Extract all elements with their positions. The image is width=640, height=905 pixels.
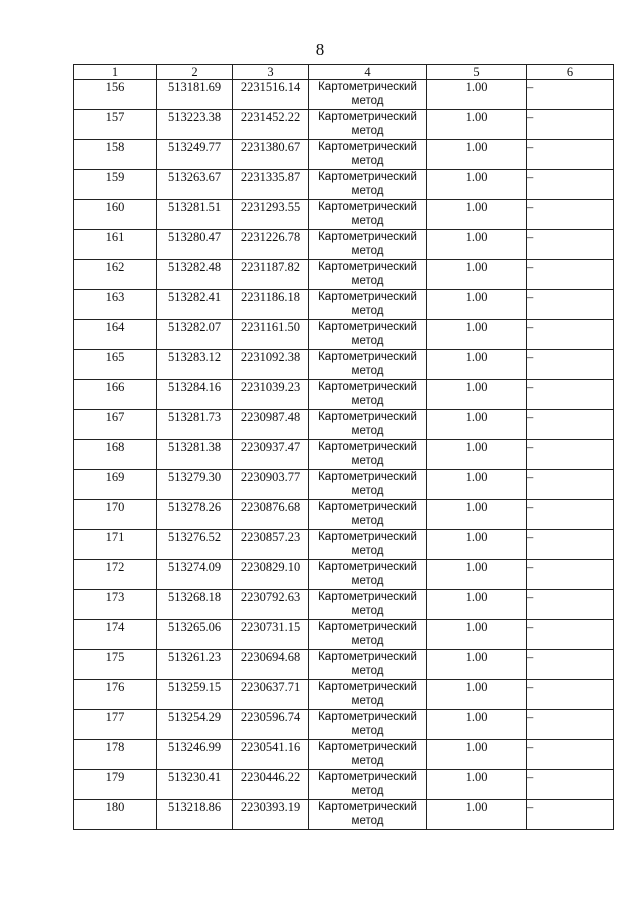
column-header-3: 3 <box>233 65 309 80</box>
table-row <box>74 200 614 230</box>
method-cell <box>309 560 427 590</box>
x-coordinate-cell: 513280.47 <box>157 230 233 260</box>
accuracy-cell: 1.00 <box>427 650 527 680</box>
accuracy-cell: 1.00 <box>427 110 527 140</box>
y-coordinate-cell: 2230446.22 <box>233 770 309 800</box>
point-number-cell: 165 <box>74 350 157 380</box>
note-cell: – <box>527 80 614 110</box>
accuracy-cell: 1.00 <box>427 590 527 620</box>
y-coordinate-cell: 2230541.16 <box>233 740 309 770</box>
method-label-line-2: метод <box>351 395 384 407</box>
accuracy-cell: 1.00 <box>427 290 527 320</box>
method-cell <box>309 80 427 110</box>
accuracy-cell: 1.00 <box>427 470 527 500</box>
method-cell <box>309 770 427 800</box>
accuracy-cell: 1.00 <box>427 740 527 770</box>
y-coordinate-cell: 2231186.18 <box>233 290 309 320</box>
x-coordinate-cell: 513281.38 <box>157 440 233 470</box>
method-label-line-1: Картометрический <box>318 411 417 423</box>
x-coordinate-cell: 513268.18 <box>157 590 233 620</box>
method-label-line-1: Картометрический <box>318 591 417 603</box>
point-number-cell: 159 <box>74 170 157 200</box>
accuracy-cell: 1.00 <box>427 710 527 740</box>
method-cell <box>309 410 427 440</box>
column-header-4: 4 <box>309 65 427 80</box>
x-coordinate-cell: 513230.41 <box>157 770 233 800</box>
method-label-line-1: Картометрический <box>318 381 417 393</box>
method-cell <box>309 650 427 680</box>
point-number-cell: 163 <box>74 290 157 320</box>
method-label-line-1: Картометрический <box>318 651 417 663</box>
accuracy-cell: 1.00 <box>427 380 527 410</box>
method-label-line-1: Картометрический <box>318 681 417 693</box>
method-label-line-2: метод <box>351 155 384 167</box>
method-label-line-2: метод <box>351 335 384 347</box>
method-label-line-2: метод <box>351 125 384 137</box>
method-label-line-1: Картометрический <box>318 801 417 813</box>
table-row <box>74 320 614 350</box>
note-cell: – <box>527 650 614 680</box>
point-number-cell: 170 <box>74 500 157 530</box>
x-coordinate-cell: 513274.09 <box>157 560 233 590</box>
note-cell: – <box>527 620 614 650</box>
table-row <box>74 710 614 740</box>
point-number-cell: 175 <box>74 650 157 680</box>
method-label-line-2: метод <box>351 95 384 107</box>
method-label-line-2: метод <box>351 215 384 227</box>
x-coordinate-cell: 513283.12 <box>157 350 233 380</box>
point-number-cell: 174 <box>74 620 157 650</box>
method-label-line-1: Картометрический <box>318 501 417 513</box>
point-number-cell: 166 <box>74 380 157 410</box>
note-cell: – <box>527 140 614 170</box>
table-row <box>74 140 614 170</box>
x-coordinate-cell: 513223.38 <box>157 110 233 140</box>
method-label-line-2: метод <box>351 725 384 737</box>
note-cell: – <box>527 200 614 230</box>
method-label-line-1: Картометрический <box>318 81 417 93</box>
method-label-line-2: метод <box>351 455 384 467</box>
table-row <box>74 530 614 560</box>
table-row <box>74 560 614 590</box>
table-row <box>74 650 614 680</box>
table-row <box>74 440 614 470</box>
y-coordinate-cell: 2230694.68 <box>233 650 309 680</box>
method-label-line-1: Картометрический <box>318 231 417 243</box>
note-cell: – <box>527 170 614 200</box>
table-row <box>74 500 614 530</box>
method-cell <box>309 440 427 470</box>
table-row <box>74 740 614 770</box>
note-cell: – <box>527 380 614 410</box>
note-cell: – <box>527 230 614 260</box>
note-cell: – <box>527 110 614 140</box>
column-header-5: 5 <box>427 65 527 80</box>
method-label-line-1: Картометрический <box>318 711 417 723</box>
accuracy-cell: 1.00 <box>427 560 527 590</box>
point-number-cell: 176 <box>74 680 157 710</box>
accuracy-cell: 1.00 <box>427 260 527 290</box>
table-row <box>74 290 614 320</box>
method-label-line-1: Картометрический <box>318 741 417 753</box>
x-coordinate-cell: 513263.67 <box>157 170 233 200</box>
accuracy-cell: 1.00 <box>427 320 527 350</box>
table-row <box>74 350 614 380</box>
method-label-line-2: метод <box>351 635 384 647</box>
point-number-cell: 162 <box>74 260 157 290</box>
x-coordinate-cell: 513281.51 <box>157 200 233 230</box>
table-row <box>74 380 614 410</box>
method-cell <box>309 740 427 770</box>
point-number-cell: 171 <box>74 530 157 560</box>
point-number-cell: 161 <box>74 230 157 260</box>
table-row <box>74 620 614 650</box>
point-number-cell: 179 <box>74 770 157 800</box>
point-number-cell: 157 <box>74 110 157 140</box>
accuracy-cell: 1.00 <box>427 350 527 380</box>
point-number-cell: 180 <box>74 800 157 830</box>
method-label-line-2: метод <box>351 305 384 317</box>
method-cell <box>309 500 427 530</box>
method-label-line-1: Картометрический <box>318 471 417 483</box>
table-row <box>74 590 614 620</box>
note-cell: – <box>527 290 614 320</box>
x-coordinate-cell: 513181.69 <box>157 80 233 110</box>
method-label-line-2: метод <box>351 245 384 257</box>
y-coordinate-cell: 2230876.68 <box>233 500 309 530</box>
accuracy-cell: 1.00 <box>427 410 527 440</box>
method-label-line-1: Картометрический <box>318 441 417 453</box>
y-coordinate-cell: 2230903.77 <box>233 470 309 500</box>
table-row <box>74 80 614 110</box>
method-cell <box>309 230 427 260</box>
method-label-line-2: метод <box>351 545 384 557</box>
x-coordinate-cell: 513259.15 <box>157 680 233 710</box>
note-cell: – <box>527 680 614 710</box>
note-cell: – <box>527 590 614 620</box>
method-label-line-2: метод <box>351 185 384 197</box>
x-coordinate-cell: 513276.52 <box>157 530 233 560</box>
x-coordinate-cell: 513282.07 <box>157 320 233 350</box>
method-label-line-1: Картометрический <box>318 771 417 783</box>
y-coordinate-cell: 2230829.10 <box>233 560 309 590</box>
accuracy-cell: 1.00 <box>427 680 527 710</box>
accuracy-cell: 1.00 <box>427 80 527 110</box>
method-label-line-2: метод <box>351 785 384 797</box>
method-cell <box>309 290 427 320</box>
method-label-line-2: метод <box>351 485 384 497</box>
note-cell: – <box>527 320 614 350</box>
method-label-line-1: Картометрический <box>318 561 417 573</box>
x-coordinate-cell: 513279.30 <box>157 470 233 500</box>
method-cell <box>309 350 427 380</box>
note-cell: – <box>527 560 614 590</box>
x-coordinate-cell: 513282.41 <box>157 290 233 320</box>
x-coordinate-cell: 513246.99 <box>157 740 233 770</box>
y-coordinate-cell: 2231293.55 <box>233 200 309 230</box>
accuracy-cell: 1.00 <box>427 170 527 200</box>
method-label-line-1: Картометрический <box>318 531 417 543</box>
accuracy-cell: 1.00 <box>427 800 527 830</box>
method-label-line-2: метод <box>351 575 384 587</box>
method-label-line-1: Картометрический <box>318 261 417 273</box>
x-coordinate-cell: 513249.77 <box>157 140 233 170</box>
note-cell: – <box>527 410 614 440</box>
method-label-line-2: метод <box>351 755 384 767</box>
y-coordinate-cell: 2230731.15 <box>233 620 309 650</box>
y-coordinate-cell: 2230596.74 <box>233 710 309 740</box>
y-coordinate-cell: 2231516.14 <box>233 80 309 110</box>
method-cell <box>309 800 427 830</box>
method-cell <box>309 710 427 740</box>
y-coordinate-cell: 2231187.82 <box>233 260 309 290</box>
method-cell <box>309 380 427 410</box>
x-coordinate-cell: 513265.06 <box>157 620 233 650</box>
y-coordinate-cell: 2230987.48 <box>233 410 309 440</box>
y-coordinate-cell: 2230937.47 <box>233 440 309 470</box>
table-row <box>74 110 614 140</box>
method-label-line-2: метод <box>351 695 384 707</box>
y-coordinate-cell: 2231039.23 <box>233 380 309 410</box>
method-cell <box>309 620 427 650</box>
point-number-cell: 160 <box>74 200 157 230</box>
method-cell <box>309 200 427 230</box>
y-coordinate-cell: 2230792.63 <box>233 590 309 620</box>
table-row <box>74 230 614 260</box>
note-cell: – <box>527 260 614 290</box>
method-cell <box>309 680 427 710</box>
table-row <box>74 770 614 800</box>
method-label-line-1: Картометрический <box>318 141 417 153</box>
method-label-line-2: метод <box>351 815 384 827</box>
coordinates-table <box>73 64 614 830</box>
point-number-cell: 177 <box>74 710 157 740</box>
note-cell: – <box>527 770 614 800</box>
point-number-cell: 172 <box>74 560 157 590</box>
x-coordinate-cell: 513261.23 <box>157 650 233 680</box>
note-cell: – <box>527 800 614 830</box>
point-number-cell: 169 <box>74 470 157 500</box>
note-cell: – <box>527 350 614 380</box>
accuracy-cell: 1.00 <box>427 230 527 260</box>
method-label-line-2: метод <box>351 665 384 677</box>
method-cell <box>309 470 427 500</box>
table-row <box>74 260 614 290</box>
x-coordinate-cell: 513254.29 <box>157 710 233 740</box>
table-row <box>74 680 614 710</box>
accuracy-cell: 1.00 <box>427 140 527 170</box>
point-number-cell: 164 <box>74 320 157 350</box>
y-coordinate-cell: 2230637.71 <box>233 680 309 710</box>
y-coordinate-cell: 2231226.78 <box>233 230 309 260</box>
note-cell: – <box>527 440 614 470</box>
table-row <box>74 170 614 200</box>
note-cell: – <box>527 470 614 500</box>
table-row <box>74 410 614 440</box>
method-cell <box>309 170 427 200</box>
y-coordinate-cell: 2230857.23 <box>233 530 309 560</box>
note-cell: – <box>527 530 614 560</box>
y-coordinate-cell: 2231161.50 <box>233 320 309 350</box>
note-cell: – <box>527 710 614 740</box>
page-number: 8 <box>315 40 325 59</box>
method-label-line-2: метод <box>351 515 384 527</box>
method-label-line-1: Картометрический <box>318 171 417 183</box>
method-label-line-1: Картометрический <box>318 351 417 363</box>
column-header-1: 1 <box>74 65 157 80</box>
accuracy-cell: 1.00 <box>427 500 527 530</box>
point-number-cell: 173 <box>74 590 157 620</box>
accuracy-cell: 1.00 <box>427 770 527 800</box>
accuracy-cell: 1.00 <box>427 440 527 470</box>
method-label-line-2: метод <box>351 275 384 287</box>
note-cell: – <box>527 500 614 530</box>
method-cell <box>309 590 427 620</box>
y-coordinate-cell: 2231092.38 <box>233 350 309 380</box>
method-label-line-1: Картометрический <box>318 111 417 123</box>
point-number-cell: 178 <box>74 740 157 770</box>
method-label-line-1: Картометрический <box>318 321 417 333</box>
accuracy-cell: 1.00 <box>427 620 527 650</box>
y-coordinate-cell: 2231335.87 <box>233 170 309 200</box>
method-cell <box>309 530 427 560</box>
method-label-line-2: метод <box>351 425 384 437</box>
method-cell <box>309 140 427 170</box>
x-coordinate-cell: 513282.48 <box>157 260 233 290</box>
point-number-cell: 167 <box>74 410 157 440</box>
y-coordinate-cell: 2231380.67 <box>233 140 309 170</box>
table-row <box>74 800 614 830</box>
method-label-line-1: Картометрический <box>318 201 417 213</box>
column-header-6: 6 <box>527 65 614 80</box>
x-coordinate-cell: 513278.26 <box>157 500 233 530</box>
method-cell <box>309 320 427 350</box>
point-number-cell: 156 <box>74 80 157 110</box>
note-cell: – <box>527 740 614 770</box>
accuracy-cell: 1.00 <box>427 200 527 230</box>
method-label-line-1: Картометрический <box>318 291 417 303</box>
point-number-cell: 168 <box>74 440 157 470</box>
method-cell <box>309 110 427 140</box>
method-label-line-2: метод <box>351 365 384 377</box>
table-row <box>74 470 614 500</box>
x-coordinate-cell: 513284.16 <box>157 380 233 410</box>
x-coordinate-cell: 513281.73 <box>157 410 233 440</box>
method-label-line-2: метод <box>351 605 384 617</box>
x-coordinate-cell: 513218.86 <box>157 800 233 830</box>
y-coordinate-cell: 2230393.19 <box>233 800 309 830</box>
point-number-cell: 158 <box>74 140 157 170</box>
column-header-2: 2 <box>157 65 233 80</box>
table-body <box>74 80 614 830</box>
y-coordinate-cell: 2231452.22 <box>233 110 309 140</box>
method-label-line-1: Картометрический <box>318 621 417 633</box>
method-cell <box>309 260 427 290</box>
header-row <box>74 65 614 80</box>
accuracy-cell: 1.00 <box>427 530 527 560</box>
